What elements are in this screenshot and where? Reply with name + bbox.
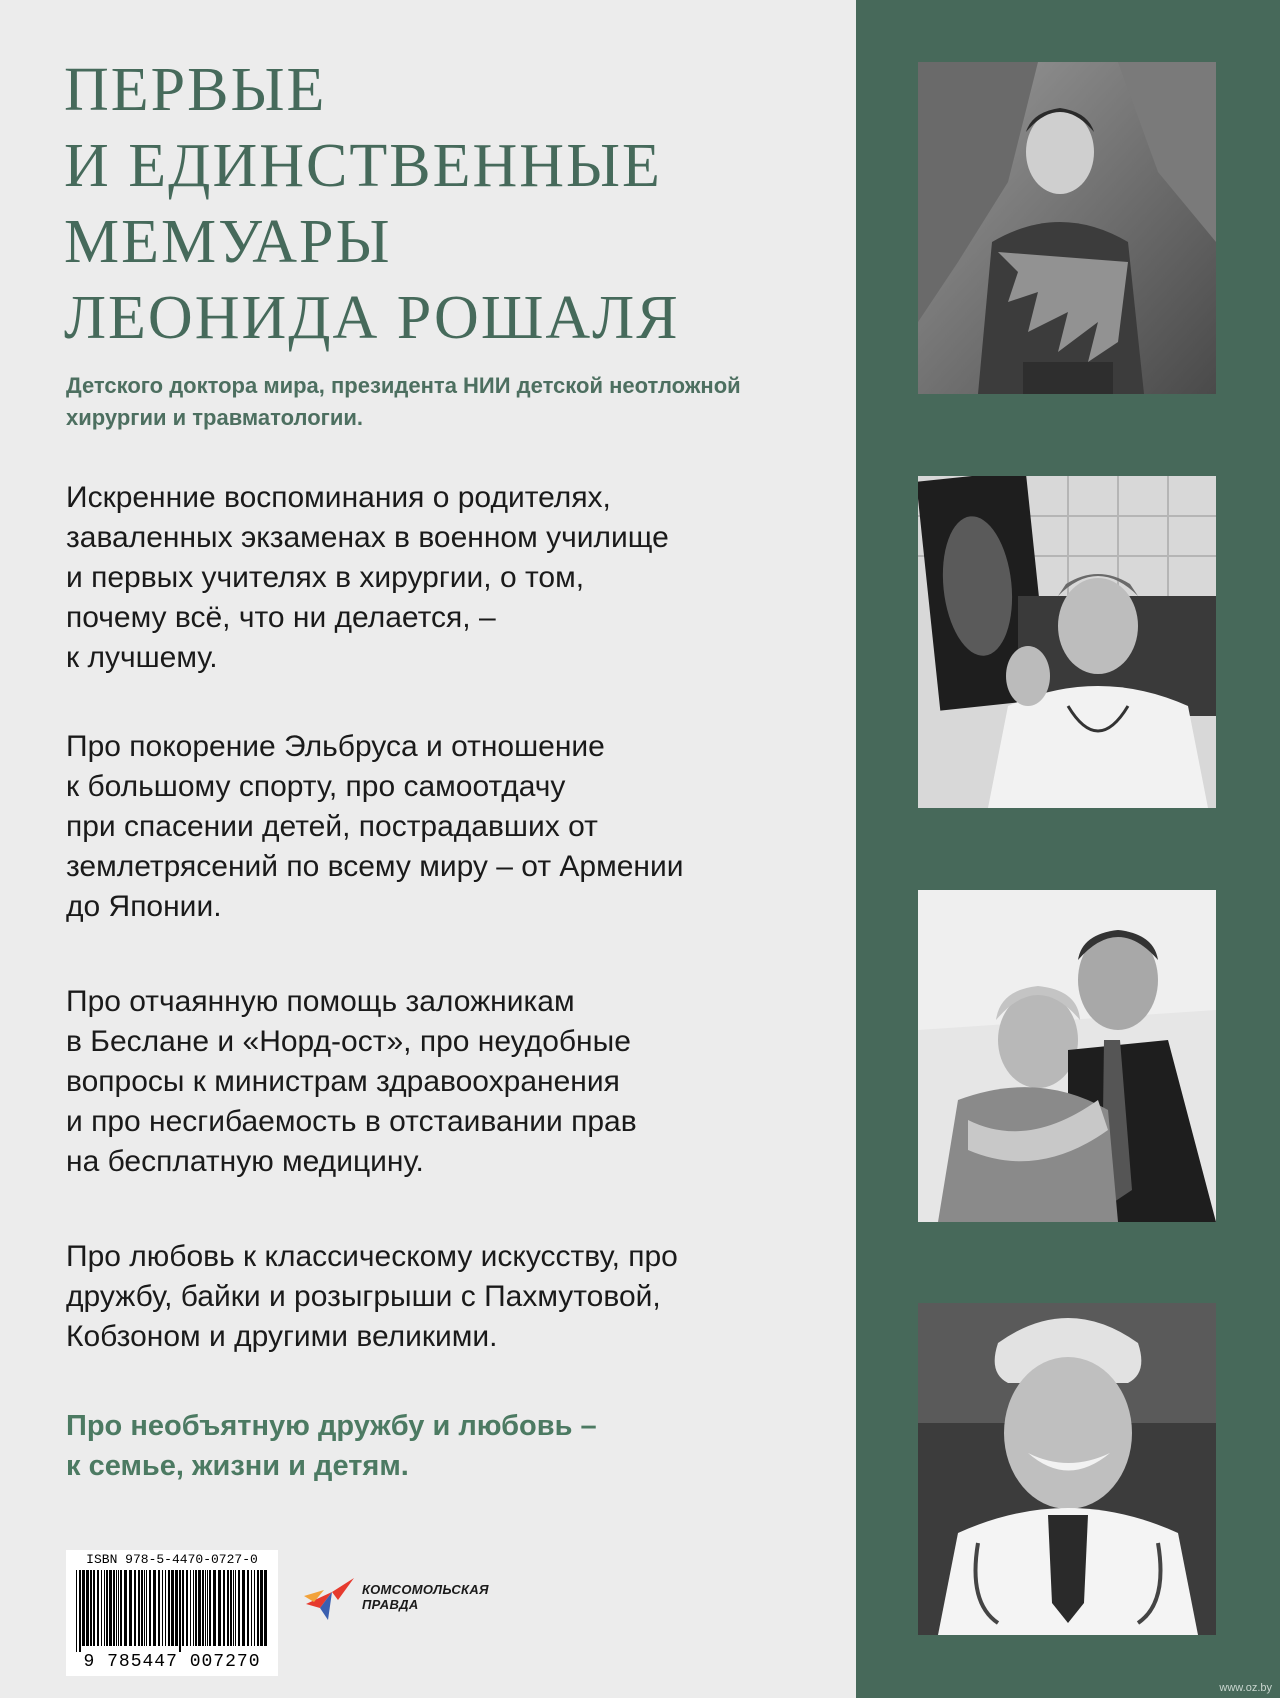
isbn-label: ISBN 978-5-4470-0727-0	[86, 1552, 258, 1567]
description-paragraph: Про любовь к классическому искусству, про дружбу, байки и розыгрыши с Пахмутовой, Кобзоном и другими великими.	[66, 1240, 678, 1353]
couple-portrait-photo	[918, 890, 1216, 1222]
publisher-logo	[302, 1570, 532, 1630]
barcode-digits: 9 785447 007270	[83, 1652, 261, 1672]
watermark: www.oz.by	[1219, 1682, 1272, 1694]
publisher-bird-icon	[302, 1570, 358, 1630]
title-line: ПЕРВЫЕ	[64, 56, 327, 124]
doctor-xray-photo	[918, 476, 1216, 808]
description-paragraph: Про покорение Эльбруса и отношение к большому спорту, про самоотдачу при спасении детей, пострадавших от землетрясений по всему миру – от Армении до Японии.	[66, 730, 684, 923]
book-title	[64, 52, 680, 356]
author-subtitle: Детского доктора мира, президента НИИ детской неотложной хирургии и травматологии.	[66, 373, 741, 430]
closing-statement: Про необъятную дружбу и любовь – к семье, жизни и детям.	[66, 1410, 597, 1482]
title-line: МЕМУАРЫ	[64, 208, 392, 276]
photo-column	[856, 0, 1280, 1698]
title-line: ЛЕОНИДА РОШАЛЯ	[64, 284, 680, 352]
isbn-barcode	[66, 1550, 278, 1676]
description-paragraph: Про отчаянную помощь заложникам в Беслане и «Норд-ост», про неудобные вопросы к министрам здравоохранения и про несгибаемость в отстаивании прав на бесплатную медицину.	[66, 985, 637, 1178]
title-line: И ЕДИНСТВЕННЫЕ	[64, 132, 662, 200]
smiling-doctor-photo	[918, 1303, 1216, 1635]
publisher-name: КОМСОМОЛЬСКАЯ ПРАВДА	[362, 1582, 489, 1612]
barcode-bars	[74, 1570, 270, 1652]
description-paragraph: Искренние воспоминания о родителях, заваленных экзаменах в военном училище и первых учителях в хирургии, о том, почему всё, что ни делается, – к лучшему.	[66, 481, 669, 674]
young-man-mountain-photo	[918, 62, 1216, 394]
